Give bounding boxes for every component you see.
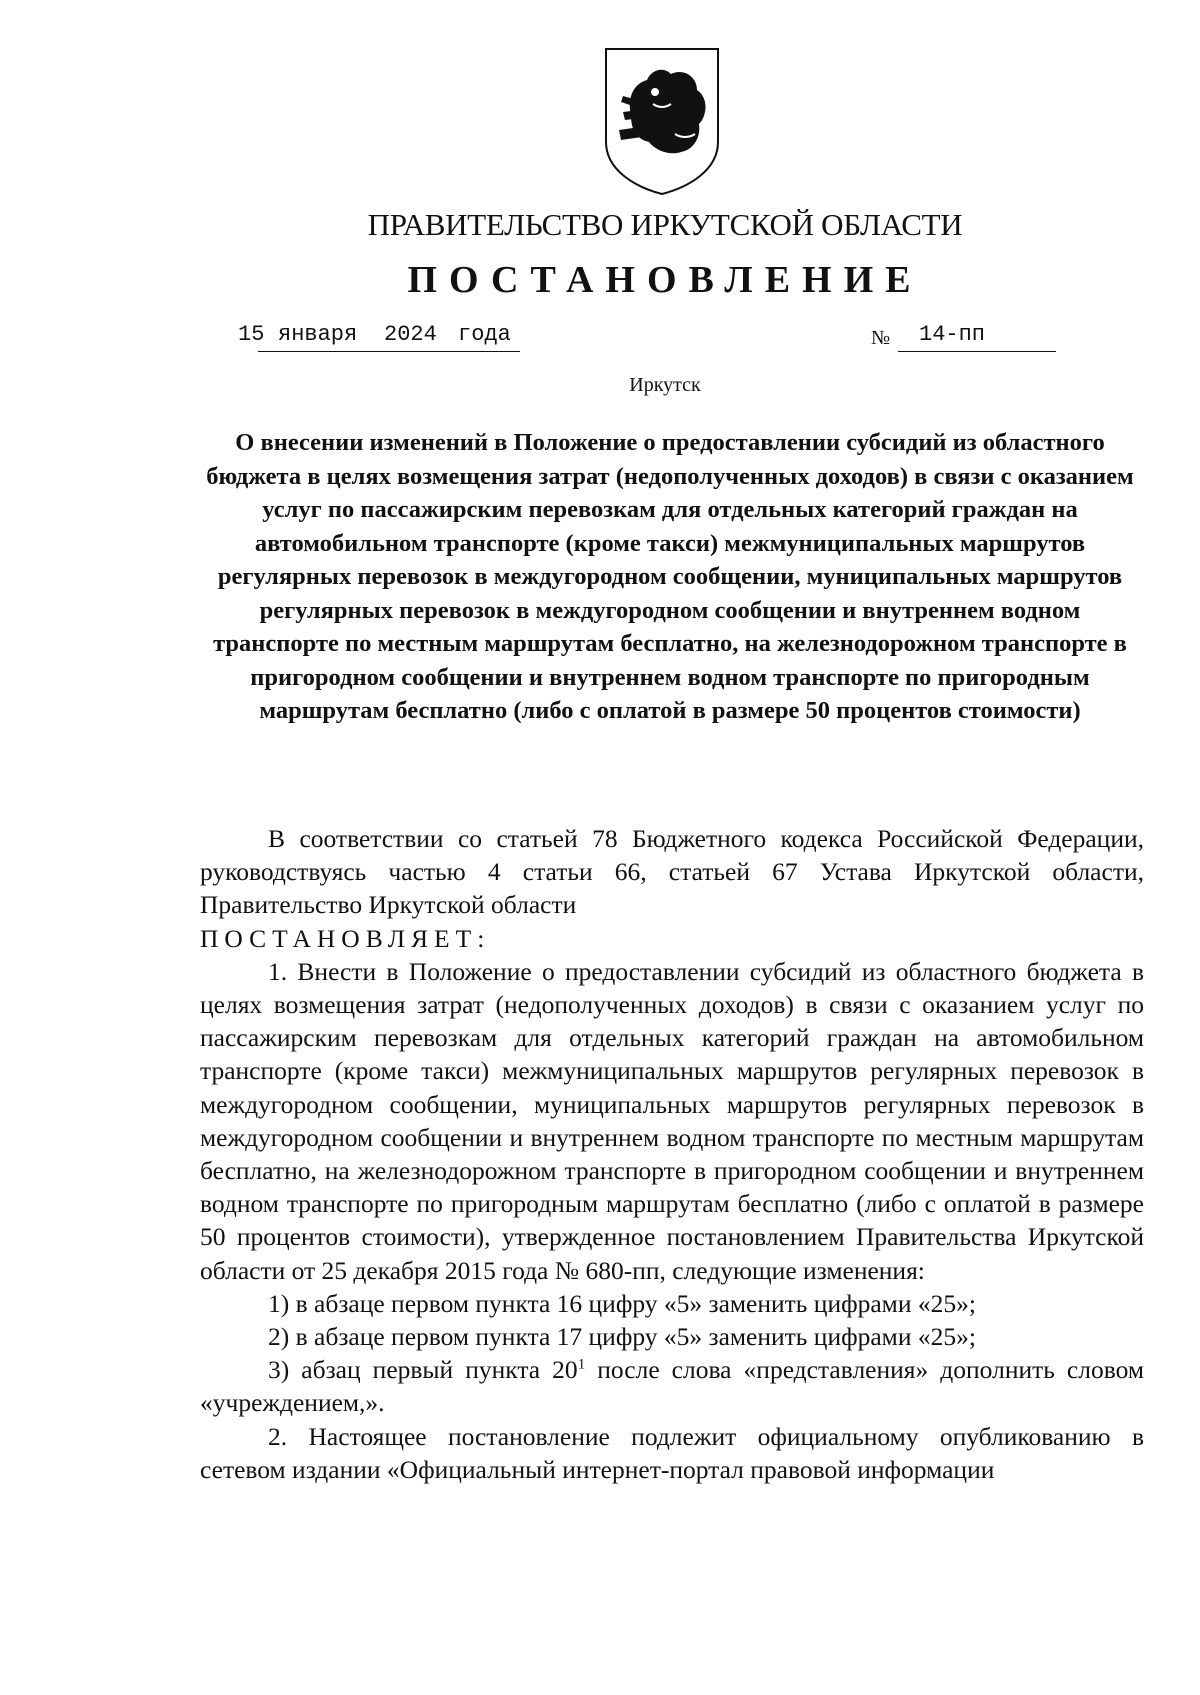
organization-name: ПРАВИТЕЛЬСТВО ИРКУТСКОЙ ОБЛАСТИ — [367, 207, 963, 242]
date-day: 15 — [238, 322, 265, 347]
document-title: О внесении изменений в Положение о предоставлении субсидий из областного бюджета в целях возмещения затрат (недополученных доходов) в связи с оказанием услуг по пассажирским перевозкам для отдельных категорий граждан на автомобильном транспорте (кроме такси) межмуниципальных маршрутов регулярных перевозок в междугородном сообщении, муниципальных маршрутов регулярных перевозок в междугородном сообщении и внутреннем водном транспорте по местным маршрутам бесплатно, на железнодорожном транспорте в пригородном сообщении и внутреннем водном транспорте по пригородным маршрутам бесплатно (либо с оплатой в размере 50 процентов стоимости) — [206, 429, 1134, 724]
subitem-3-text-start: 3) абзац первый пункта 20 — [268, 1355, 578, 1385]
item-1-paragraph: 1. Внести в Положение о предоставлении субсидий из областного бюджета в целях возмещения затрат (недополученных доходов) в связи с оказанием услуг по пассажирским перевозкам для отдельных категорий граждан на автомобильном транспорте (кроме такси) межмуниципальных маршрутов регулярных перевозок в междугородном сообщении, муниципальных маршрутов регулярных перевозок в междугородном сообщении и внутреннем водном транспорте по местным маршрутам бесплатно, на железнодорожном транспорте в пригородном сообщении и внутреннем водном транспорте по пригородным маршрутам бесплатно (либо с оплатой в размере 50 процентов стоимости), утвержденное постановлением Правительства Иркутской области от 25 декабря 2015 года № 680-пп, следующие изменения: — [200, 956, 1144, 1285]
subitem-3-superscript: 1 — [577, 1356, 586, 1373]
document-number: 14-пп — [919, 322, 986, 347]
coat-of-arms-emblem — [603, 46, 721, 196]
date-number-row — [238, 318, 1058, 358]
item-2-paragraph: 2. Настоящее постановление подлежит официальному опубликованию в сетевом издании «Официальный интернет-портал правовой информации — [200, 1421, 1144, 1484]
document-body — [200, 822, 1144, 1486]
date-underline — [258, 351, 520, 352]
date-month: января — [278, 322, 358, 347]
subitem-3-paragraph — [200, 1353, 1144, 1419]
subitem-2-paragraph: 2) в абзаце первом пункта 17 цифру «5» заменить цифрами «25»; — [268, 1322, 976, 1352]
date-year: 2024 — [384, 322, 437, 347]
resolves-heading: ПОСТАНОВЛЯЕТ: — [200, 923, 491, 953]
date-suffix: года — [458, 322, 511, 347]
preamble-paragraph: В соответствии со статьей 78 Бюджетного кодекса Российской Федерации, руководствуясь частью 4 статьи 66, статьей 67 Устава Иркутской области, Правительство Иркутской области — [200, 824, 1144, 920]
subitem-1-paragraph: 1) в абзаце первом пункта 16 цифру «5» заменить цифрами «25»; — [268, 1288, 976, 1318]
subitem-3-text-end: после слова «представления» дополнить словом «учреждением,». — [200, 1355, 1144, 1418]
number-underline — [898, 351, 1056, 352]
city-name: Иркутск — [629, 374, 701, 396]
document-type: ПОСТАНОВЛЕНИЕ — [407, 259, 923, 301]
number-sign: № — [871, 327, 891, 349]
